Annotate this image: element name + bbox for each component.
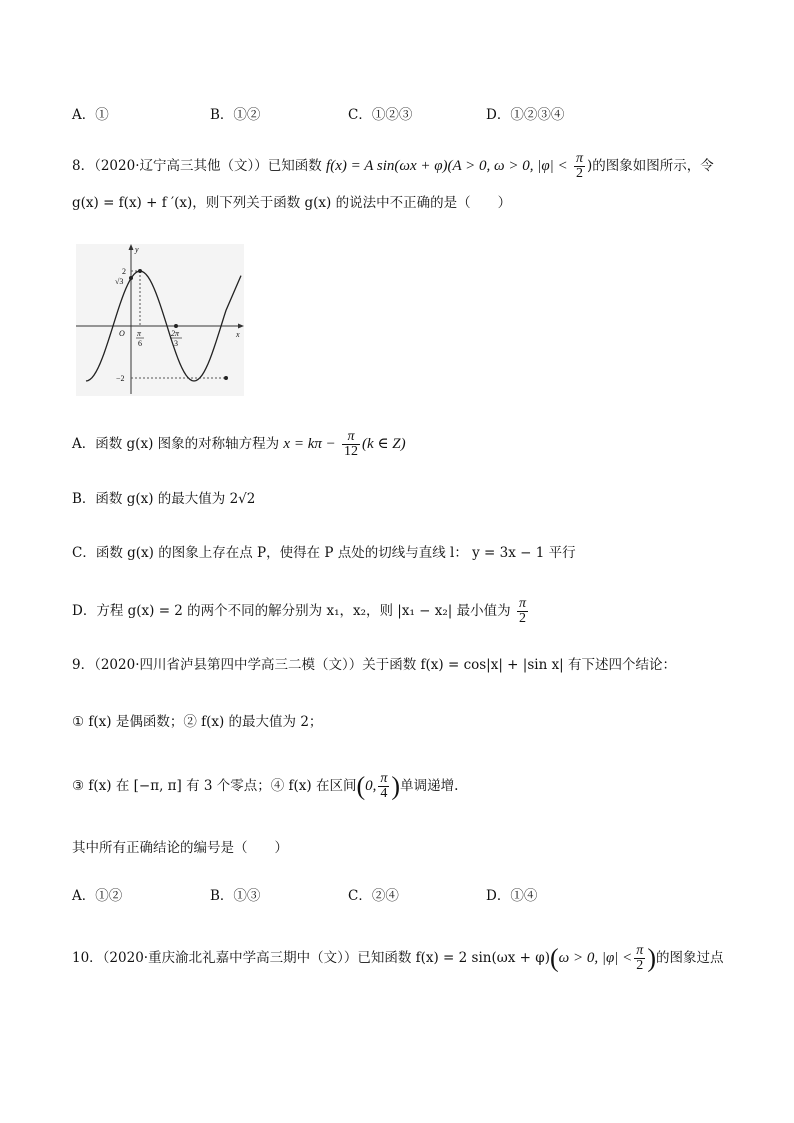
tick-pi6-den: 6	[138, 339, 142, 348]
x-axis-label: x	[236, 330, 240, 339]
tick-2pi3-num: 2π	[171, 329, 180, 338]
q8-option-c: C．函数 g(x) 的图象上存在点 P，使得在 P 点处的切线与直线 l： y = 3x − 1 平行	[72, 545, 576, 561]
q8-frac-pi-2: $\frac{\pi}{2}$	[575, 151, 583, 181]
y-label-neg2: −2	[116, 374, 125, 383]
origin-label: O	[119, 329, 125, 338]
q8-option-a: A．函数 g(x) 图象的对称轴方程为 x = kπ − $\frac{\pi}{12}$ (k ∈ Z)	[72, 429, 406, 459]
q9-statements-3-4: ③ f(x) 在 [−π, π] 有 3 个零点；④ f(x) 在区间(0, $\frac{\pi}{4}$ )单调递增.	[72, 771, 459, 801]
tick-2pi3-den: 3	[174, 339, 178, 348]
y-axis-label: y	[135, 245, 139, 254]
q8-option-d: D．方程 g(x) = 2 的两个不同的解分别为 x₁，x₂，则 |x₁ − x₂| 最小值为 $\frac{\pi}{2}$	[72, 596, 526, 626]
q9-option-c: C．②④	[348, 888, 399, 904]
q9-option-b: B．①③	[210, 888, 261, 904]
point-zero	[174, 324, 178, 328]
q9-statements-1-2: ① f(x) 是偶函数；② f(x) 的最大值为 2；	[72, 714, 323, 730]
point-max	[138, 269, 142, 273]
tick-pi6-num: π	[137, 329, 142, 338]
q7-option-a: A．①	[72, 107, 109, 123]
q8-function-graph	[76, 244, 244, 396]
y-label-sqrt3: √3	[115, 277, 124, 286]
point-sqrt3	[129, 276, 133, 280]
point-min	[224, 376, 228, 380]
q9-stem: 9．（2020·四川省泸县第四中学高三二模（文））关于函数 f(x) = cos|x| + |sin x| 有下述四个结论：	[72, 657, 677, 673]
q7-option-d: D．①②③④	[486, 107, 565, 123]
q9-prompt: 其中所有正确结论的编号是（ ）	[72, 840, 288, 856]
y-label-2: 2	[122, 267, 126, 276]
q7-option-b: B．①②	[210, 107, 261, 123]
graph-background	[76, 244, 244, 396]
q9-option-d: D．①④	[486, 888, 538, 904]
q9-option-a: A．①②	[72, 888, 123, 904]
q7-option-c: C．①②③	[348, 107, 413, 123]
q8-option-b: B．函数 g(x) 的最大值为 2√2	[72, 491, 256, 507]
q8-stem: 8．（2020·辽宁高三其他（文））已知函数 f(x) = A sin(ωx + φ)(A > 0, ω > 0, |φ| < $\frac{\pi}{2}$ )的图象如图所示，令	[72, 151, 714, 181]
q8-stem-line2: g(x) = f(x) + f ′(x)，则下列关于函数 g(x) 的说法中不正确的是（ ）	[72, 195, 512, 211]
q10-stem: 10．（2020·重庆渝北礼嘉中学高三期中（文））已知函数 f(x) = 2 sin(ωx + φ)(ω > 0, |φ| < $\frac{\pi}{2}$ )的图象过点	[72, 943, 724, 973]
